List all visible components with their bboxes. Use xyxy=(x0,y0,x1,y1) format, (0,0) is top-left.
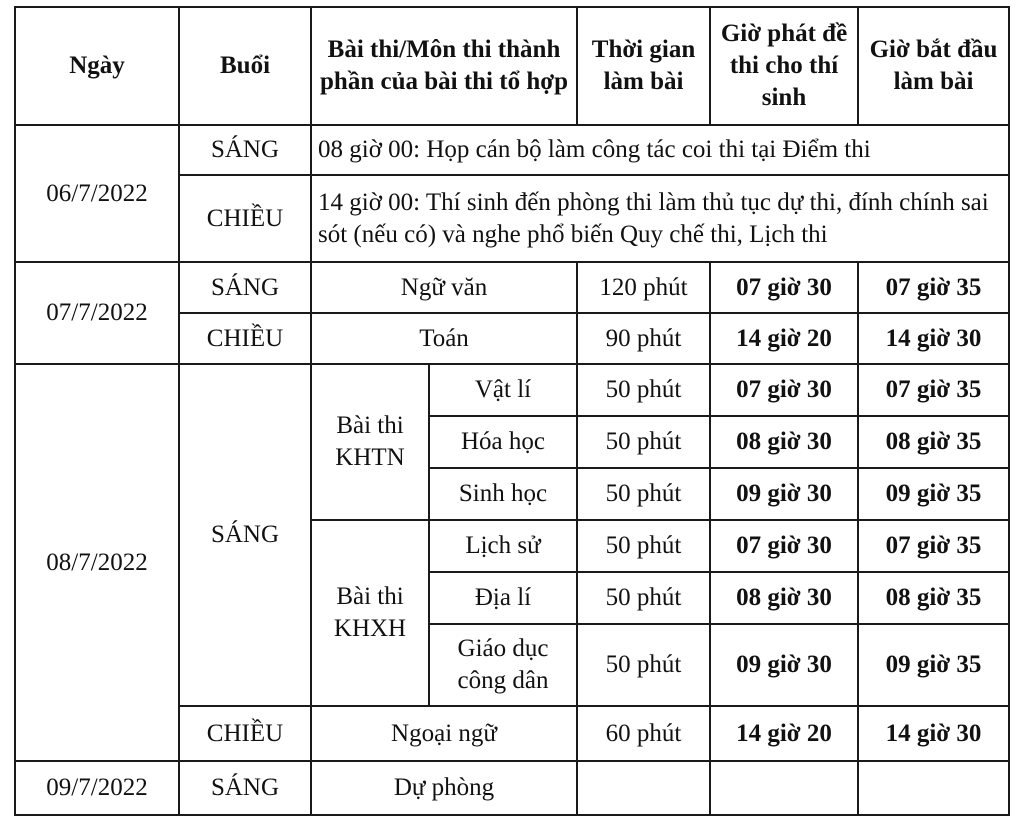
start-time-cell: 09 giờ 35 xyxy=(858,624,1009,706)
header-row xyxy=(15,7,1009,125)
header-session: Buổi xyxy=(179,7,311,125)
start-time-cell: 07 giờ 35 xyxy=(858,520,1009,572)
note-cell: 14 giờ 00: Thí sinh đến phòng thi làm thủ tục dự thi, đính chính sai sót (nếu có) và nghe phổ biến Quy chế thi, Lịch thi xyxy=(311,175,1009,262)
paper-time-cell: 14 giờ 20 xyxy=(710,706,858,761)
subject-cell: Ngoại ngữ xyxy=(311,706,577,761)
paper-time-cell: 09 giờ 30 xyxy=(710,468,858,520)
date-cell: 09/7/2022 xyxy=(15,761,179,815)
session-cell: CHIỀU xyxy=(179,313,311,364)
subject-cell: Sinh học xyxy=(429,468,577,520)
paper-time-cell: 07 giờ 30 xyxy=(710,364,858,416)
duration-cell: 90 phút xyxy=(577,313,710,364)
date-cell: 08/7/2022 xyxy=(15,364,179,761)
duration-cell: 50 phút xyxy=(577,520,710,572)
header-subject: Bài thi/Môn thi thành phần của bài thi tổ hợp xyxy=(311,7,577,125)
start-time-cell xyxy=(858,761,1009,815)
date-cell: 06/7/2022 xyxy=(15,125,179,262)
subject-cell: Lịch sử xyxy=(429,520,577,572)
session-cell: SÁNG xyxy=(179,125,311,175)
header-start-time: Giờ bắt đầu làm bài xyxy=(858,7,1009,125)
session-cell: SÁNG xyxy=(179,364,311,706)
duration-cell: 50 phút xyxy=(577,468,710,520)
duration-cell: 120 phút xyxy=(577,262,710,313)
group-cell-khxh: Bài thi KHXH xyxy=(311,520,429,706)
session-cell: CHIỀU xyxy=(179,175,311,262)
session-cell: SÁNG xyxy=(179,262,311,313)
start-time-cell: 08 giờ 35 xyxy=(858,572,1009,624)
start-time-cell: 09 giờ 35 xyxy=(858,468,1009,520)
paper-time-cell xyxy=(710,761,858,815)
paper-time-cell: 14 giờ 20 xyxy=(710,313,858,364)
duration-cell: 50 phút xyxy=(577,364,710,416)
paper-time-cell: 07 giờ 30 xyxy=(710,520,858,572)
exam-schedule-table xyxy=(14,6,1010,816)
paper-time-cell: 07 giờ 30 xyxy=(710,262,858,313)
paper-time-cell: 08 giờ 30 xyxy=(710,416,858,468)
subject-cell: Dự phòng xyxy=(311,761,577,815)
start-time-cell: 14 giờ 30 xyxy=(858,706,1009,761)
group-cell-khtn: Bài thi KHTN xyxy=(311,364,429,520)
paper-time-cell: 08 giờ 30 xyxy=(710,572,858,624)
duration-cell: 50 phút xyxy=(577,572,710,624)
duration-cell: 60 phút xyxy=(577,706,710,761)
duration-cell: 50 phút xyxy=(577,624,710,706)
subject-cell: Giáo dục công dân xyxy=(429,624,577,706)
table-row xyxy=(15,761,1009,815)
start-time-cell: 07 giờ 35 xyxy=(858,364,1009,416)
note-cell: 08 giờ 00: Họp cán bộ làm công tác coi thi tại Điểm thi xyxy=(311,125,1009,175)
subject-cell: Ngữ văn xyxy=(311,262,577,313)
subject-cell: Vật lí xyxy=(429,364,577,416)
session-cell: CHIỀU xyxy=(179,706,311,761)
start-time-cell: 14 giờ 30 xyxy=(858,313,1009,364)
start-time-cell: 07 giờ 35 xyxy=(858,262,1009,313)
table-row xyxy=(15,364,1009,416)
duration-cell xyxy=(577,761,710,815)
table-row xyxy=(15,262,1009,313)
table-row xyxy=(15,125,1009,175)
header-day: Ngày xyxy=(15,7,179,125)
subject-cell: Toán xyxy=(311,313,577,364)
header-duration: Thời gian làm bài xyxy=(577,7,710,125)
subject-cell: Địa lí xyxy=(429,572,577,624)
paper-time-cell: 09 giờ 30 xyxy=(710,624,858,706)
subject-cell: Hóa học xyxy=(429,416,577,468)
header-paper-time: Giờ phát đề thi cho thí sinh xyxy=(710,7,858,125)
date-cell: 07/7/2022 xyxy=(15,262,179,364)
start-time-cell: 08 giờ 35 xyxy=(858,416,1009,468)
top-edge-mask xyxy=(0,0,1020,3)
duration-cell: 50 phút xyxy=(577,416,710,468)
session-cell: SÁNG xyxy=(179,761,311,815)
